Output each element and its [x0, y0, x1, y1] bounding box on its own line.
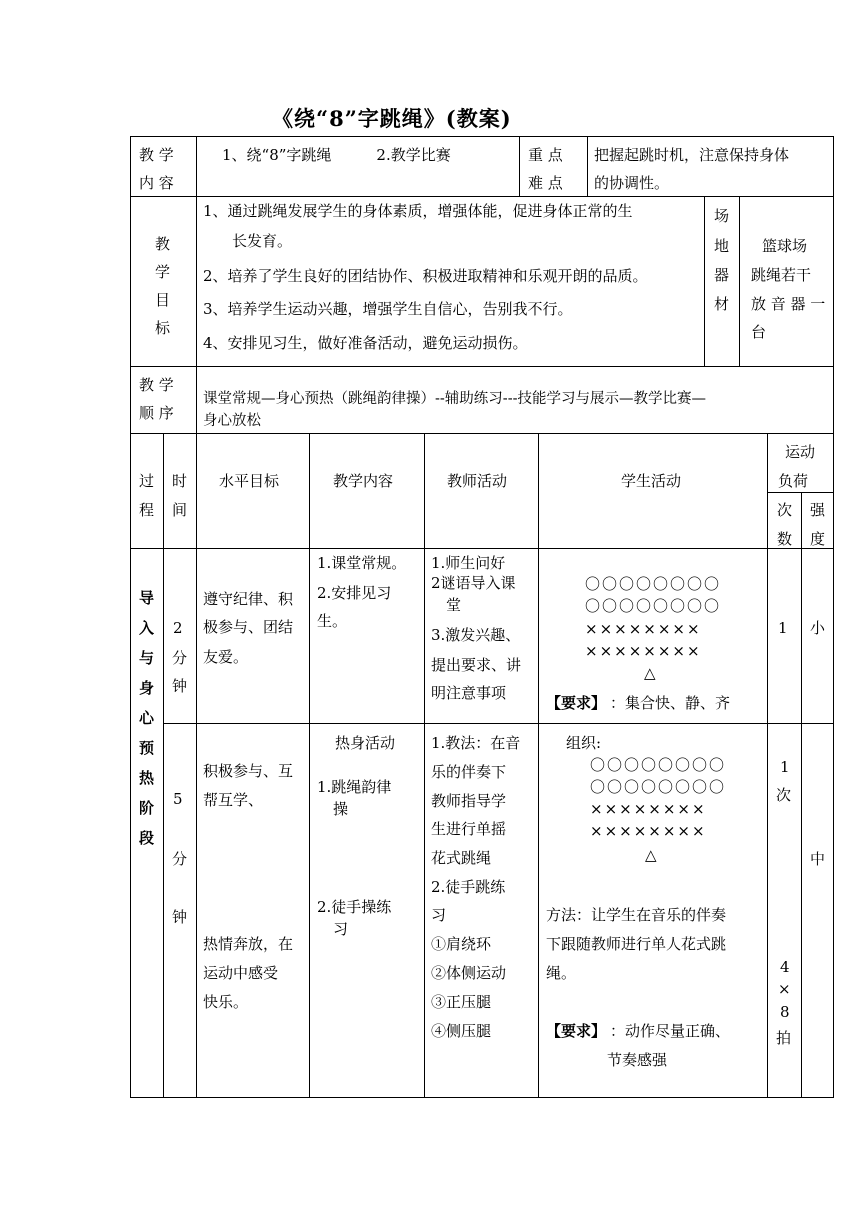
goal-text: 极参与、团结: [203, 618, 294, 636]
order-label: 顺 序: [139, 404, 174, 422]
table-border-left: [130, 136, 131, 1098]
content-text: 习: [333, 920, 349, 938]
page-title: 《绕“8”字跳绳》(教案): [272, 106, 512, 131]
stage-char: 心: [139, 709, 155, 727]
col-divider: [196, 366, 197, 433]
header-student: 学生活动: [621, 472, 682, 490]
table-border-bottom: [130, 1097, 834, 1098]
teacher-text: ①肩绕环: [431, 935, 492, 953]
teacher-text: ③正压腿: [431, 993, 492, 1011]
goal-line: 4、安排见习生，做好准备活动，避免运动损伤。: [203, 334, 528, 352]
load-intensity: 中: [810, 850, 826, 868]
col-divider: [739, 196, 740, 366]
content-text: 生。: [317, 612, 348, 630]
teacher-text: 明注意事项: [431, 684, 507, 702]
col-divider: [196, 136, 197, 196]
formation-row: ××××××××: [590, 822, 707, 840]
teacher-text: 花式跳绳: [431, 849, 492, 867]
teacher-text: 生进行单摇: [431, 820, 507, 838]
row-divider: [130, 433, 834, 434]
organization-label: 组织:: [566, 734, 602, 752]
header-count: 数: [777, 530, 793, 548]
venue-label: 器: [714, 266, 730, 284]
row-divider: [130, 196, 834, 197]
stage-char: 入: [139, 619, 155, 637]
teacher-text: 2谜语导入课: [431, 574, 516, 592]
time-value: 2: [173, 619, 183, 637]
venue-label: 材: [714, 295, 730, 313]
col-divider: [309, 433, 310, 1097]
requirement-label: 【要求】: [546, 694, 607, 712]
goal-text: 快乐。: [203, 993, 249, 1011]
header-teacher: 教师活动: [447, 472, 508, 490]
load-count: 次: [776, 786, 792, 804]
teacher-text: 堂: [446, 596, 462, 614]
teacher-text: 习: [431, 906, 447, 924]
teacher-text: 2.徒手跳练: [431, 878, 506, 896]
formation-row: 〇〇〇〇〇〇〇〇: [590, 756, 727, 774]
content-text: 1.跳绳韵律: [317, 778, 392, 796]
row-divider: [130, 548, 834, 549]
header-goal: 水平目标: [219, 472, 280, 490]
col-divider: [196, 196, 197, 366]
table-border-right: [833, 136, 834, 1098]
col-divider: [538, 433, 539, 1097]
col-divider: [767, 433, 768, 1097]
teacher-text: 1.教法：在音: [431, 734, 521, 752]
goals-label: 目: [155, 291, 171, 309]
goal-text: 运动中感受: [203, 964, 279, 982]
method-text: 下跟随教师进行单人花式跳: [546, 935, 727, 953]
col-divider: [587, 136, 588, 196]
header-process: 过: [139, 472, 155, 490]
row-divider: [130, 366, 834, 367]
header-intensity: 强: [810, 501, 826, 519]
content-label: 内 容: [139, 174, 174, 192]
load-count: 1: [780, 758, 790, 776]
venue-label: 地: [714, 237, 730, 255]
venue-text: 放 音 器 一: [751, 295, 826, 313]
key-points-text: 把握起跳时机，注意保持身体: [594, 146, 790, 164]
content-text: 2.徒手操练: [317, 898, 392, 916]
requirement-text: ：集合快、静、齐: [610, 694, 731, 712]
goal-text: 热情奔放，在: [203, 935, 294, 953]
method-text: 方法：让学生在音乐的伴奏: [546, 906, 727, 924]
header-content: 教学内容: [333, 472, 394, 490]
requirement-text: 节奏感强: [607, 1051, 668, 1069]
time-value: 分: [172, 850, 188, 868]
lesson-content: 1、绕“8”字跳绳 2.教学比赛: [222, 146, 451, 164]
teacher-marker: △: [645, 846, 659, 864]
teacher-text: 提出要求、讲: [431, 656, 522, 674]
table-border-top: [130, 136, 834, 137]
load-count: 1: [778, 619, 788, 637]
key-points-label: 重 点: [528, 146, 563, 164]
stage-char: 导: [139, 589, 155, 607]
formation-row: ××××××××: [590, 800, 707, 818]
stage-char: 与: [139, 649, 155, 667]
header-time: 时: [172, 472, 188, 490]
load-count: 拍: [776, 1029, 792, 1047]
stage-char: 热: [139, 769, 155, 787]
content-text: 操: [333, 800, 349, 818]
content-label: 教 学: [139, 146, 174, 164]
header-intensity: 度: [810, 530, 826, 548]
teacher-text: 1.师生问好: [431, 554, 506, 572]
goal-line: 1、通过跳绳发展学生的身体素质，增强体能，促进身体正常的生: [203, 202, 633, 220]
formation-row: 〇〇〇〇〇〇〇〇: [585, 575, 722, 593]
teacher-text: ④侧压腿: [431, 1022, 492, 1040]
content-text: 2.安排见习: [317, 584, 392, 602]
time-value: 钟: [172, 677, 188, 695]
key-points-label: 难 点: [528, 174, 563, 192]
goal-text: 遵守纪律、积: [203, 590, 294, 608]
requirement-text: ：动作尽量正确、: [610, 1022, 731, 1040]
time-value: 5: [173, 790, 183, 808]
load-count: 8: [780, 1003, 790, 1021]
goals-label: 教: [155, 235, 171, 253]
stage-char: 阶: [139, 799, 155, 817]
teacher-text: 乐的伴奏下: [431, 763, 507, 781]
header-process: 程: [139, 501, 155, 519]
key-points-text: 的协调性。: [594, 174, 670, 192]
order-label: 教 学: [139, 376, 174, 394]
goal-line: 长发育。: [232, 232, 293, 250]
col-divider: [424, 433, 425, 1097]
col-divider: [196, 433, 197, 1097]
load-count: 4: [780, 958, 790, 976]
formation-row: 〇〇〇〇〇〇〇〇: [590, 778, 727, 796]
load-count: ×: [778, 980, 791, 998]
content-text: 热身活动: [335, 734, 396, 752]
col-divider: [163, 433, 164, 1097]
teacher-text: 教师指导学: [431, 792, 507, 810]
stage-char: 预: [139, 739, 155, 757]
time-value: 钟: [172, 908, 188, 926]
venue-label: 场: [714, 207, 730, 225]
order-text: 课堂常规—身心预热（跳绳韵律操）--辅助练习---技能学习与展示—教学比赛—: [203, 391, 706, 407]
col-divider: [704, 196, 705, 366]
teacher-text: ②体侧运动: [431, 964, 507, 982]
teacher-marker: △: [644, 664, 658, 682]
goals-label: 标: [155, 319, 171, 337]
goal-text: 友爱。: [203, 648, 249, 666]
load-intensity: 小: [810, 619, 826, 637]
goal-text: 帮互学、: [203, 791, 264, 809]
col-divider: [519, 136, 520, 196]
goal-line: 2、培养了学生良好的团结协作、积极进取精神和乐观开朗的品质。: [203, 267, 648, 285]
header-load: 负荷: [778, 472, 809, 490]
header-count: 次: [777, 501, 793, 519]
teacher-text: 3.激发兴趣、: [431, 626, 521, 644]
venue-text: 篮球场: [762, 237, 808, 255]
venue-text: 台: [751, 323, 767, 341]
time-value: 分: [172, 649, 188, 667]
requirement-label: 【要求】: [546, 1022, 607, 1040]
content-text: 1.课堂常规。: [317, 554, 407, 572]
formation-row: 〇〇〇〇〇〇〇〇: [585, 597, 722, 615]
col-divider: [801, 492, 802, 1097]
venue-text: 跳绳若干: [751, 266, 812, 284]
formation-row: ××××××××: [585, 620, 702, 638]
order-text: 身心放松: [203, 413, 261, 429]
goal-line: 3、培养学生运动兴趣，增强学生自信心，告别我不行。: [203, 300, 573, 318]
goals-label: 学: [155, 263, 171, 281]
goal-text: 积极参与、互: [203, 762, 294, 780]
formation-row: ××××××××: [585, 642, 702, 660]
method-text: 绳。: [546, 964, 577, 982]
header-time: 间: [172, 501, 188, 519]
stage-char: 段: [139, 829, 155, 847]
stage-char: 身: [139, 679, 155, 697]
row-divider: [163, 723, 834, 724]
header-load: 运动: [785, 443, 816, 461]
